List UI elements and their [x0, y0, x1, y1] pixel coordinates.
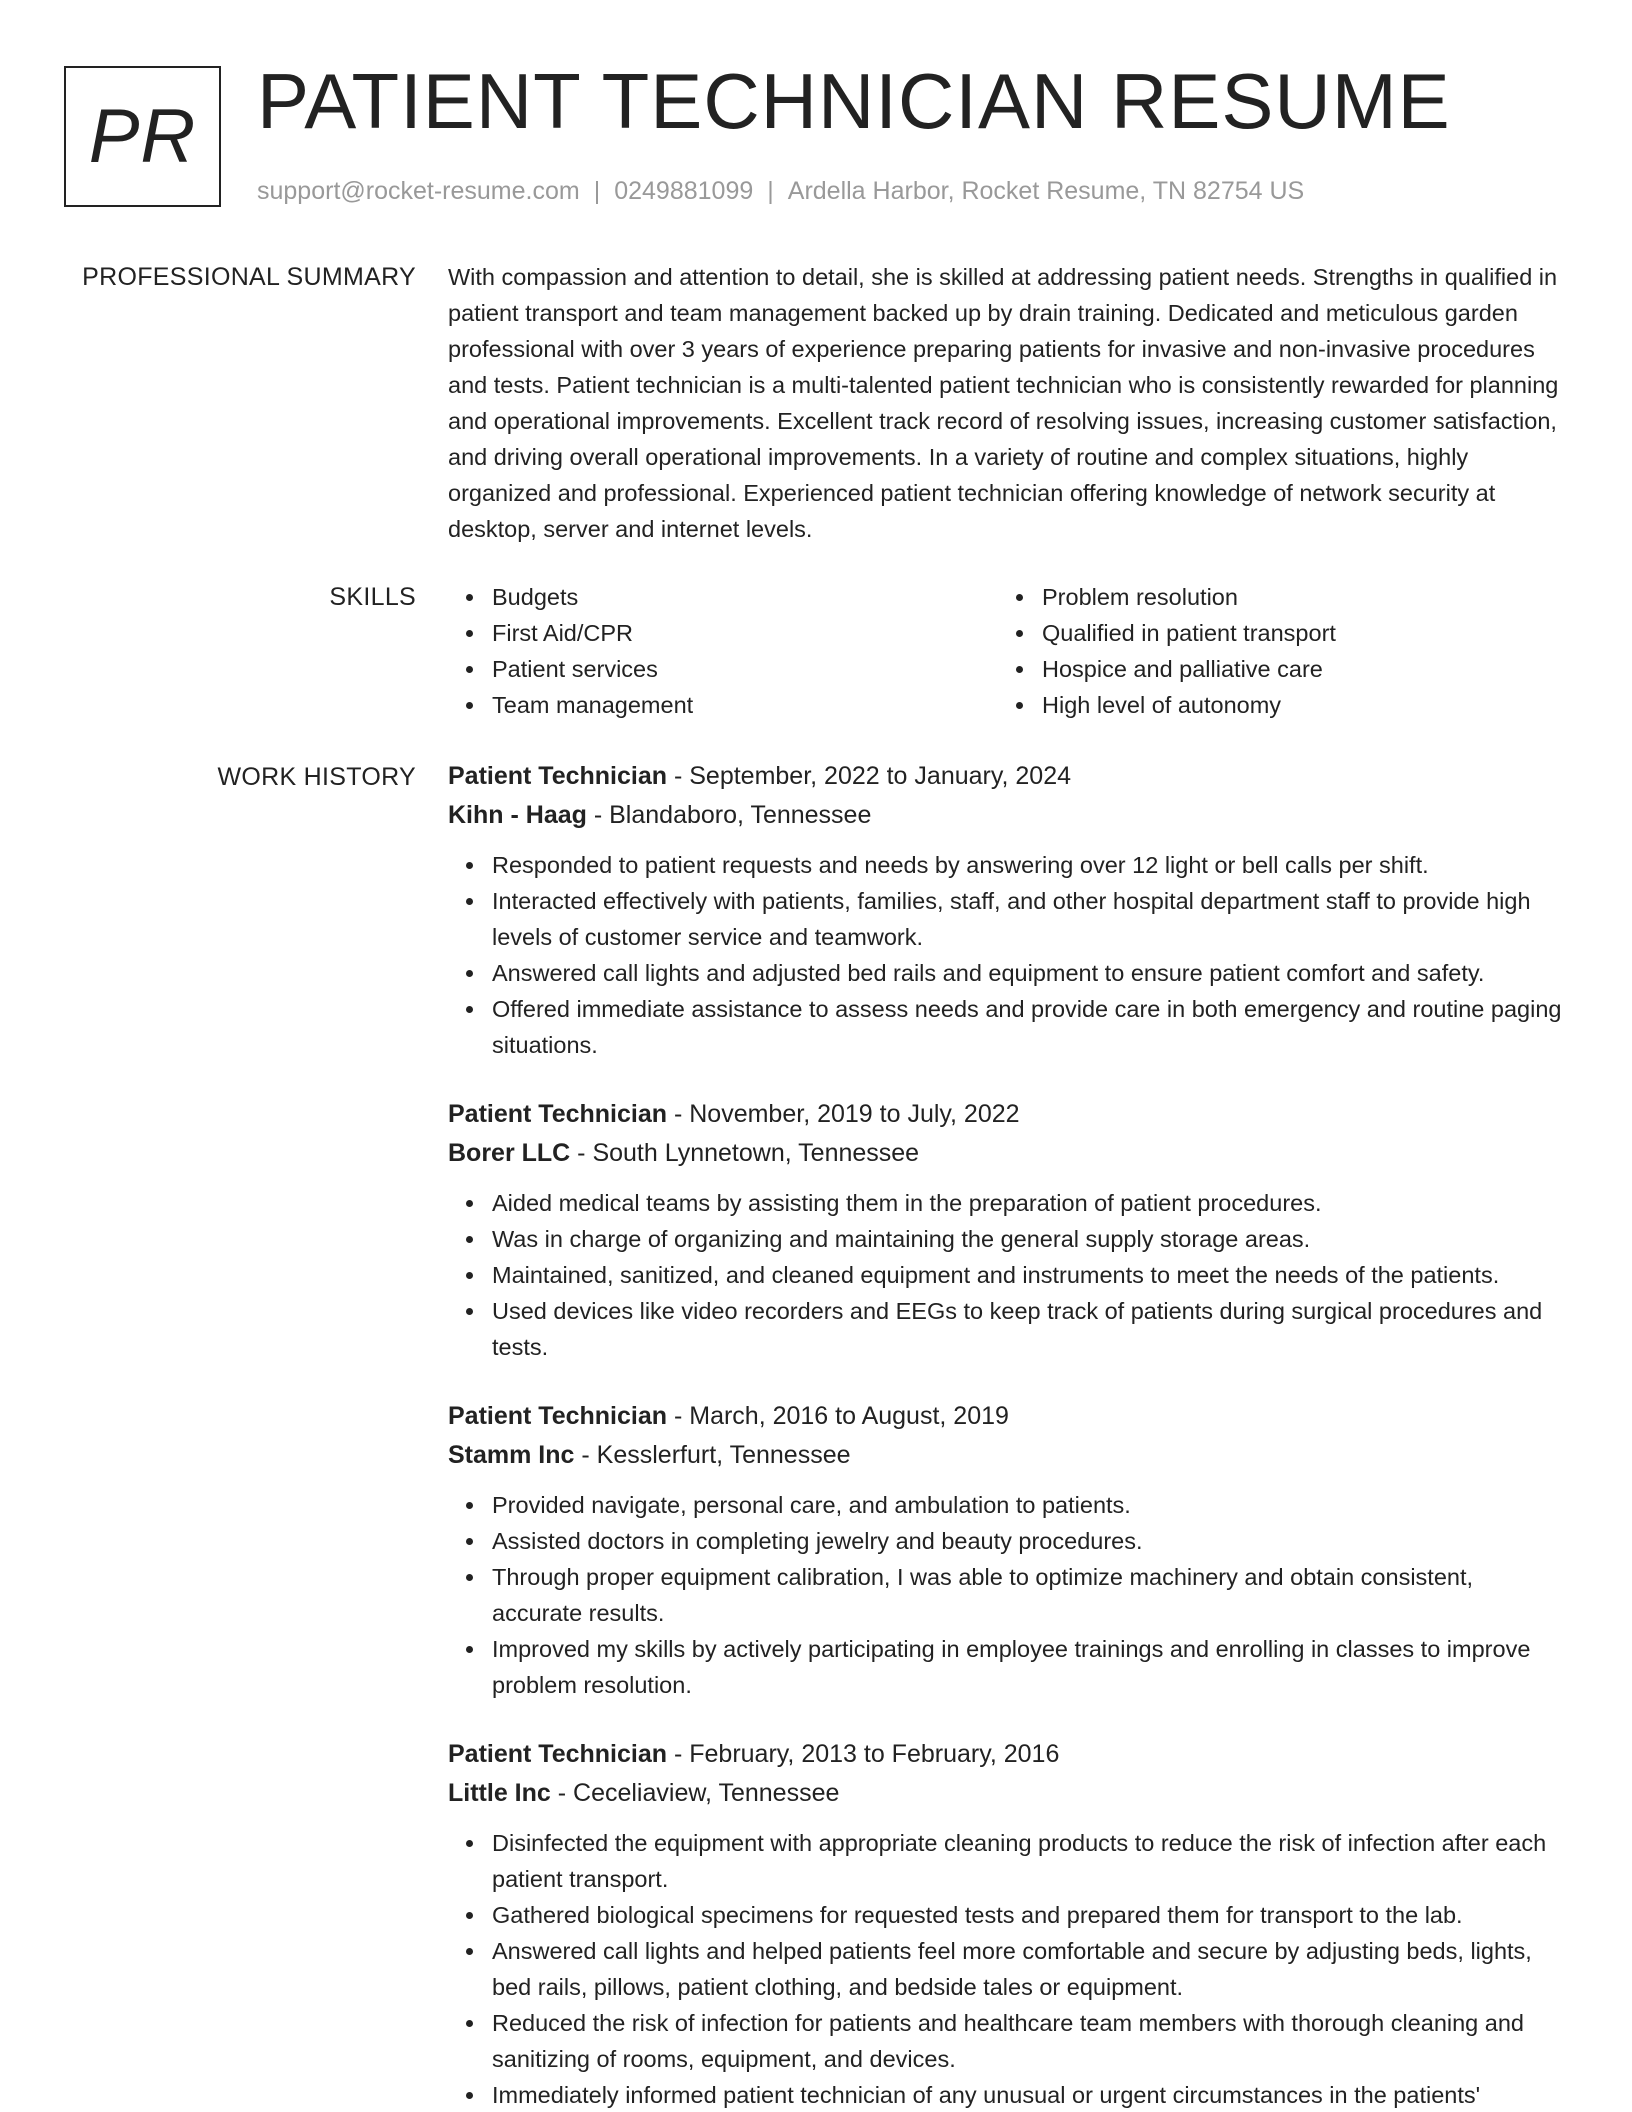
job-bullets: [448, 847, 1568, 1063]
job-entry: [448, 1095, 1568, 1365]
job-location: Kesslerfurt, Tennessee: [596, 1441, 851, 1469]
job-title-line: [448, 757, 1568, 796]
job-entry: [448, 757, 1568, 1063]
job-dash: -: [550, 1779, 574, 1807]
job-bullet: Disinfected the equipment with appropriate cleaning products to reduce the risk of infection after each patient transport.: [492, 1825, 1568, 1897]
skill-item: Budgets: [492, 579, 998, 615]
summary-text: With compassion and attention to detail, she is skilled at addressing patient needs. Strengths in qualified in patient transport and team management backed up by drain training. Dedicated and meticulous garden professional with over 3 years of experience preparing patients for invasive and non-invasive procedures and tests. Patient technician is a multi-talented patient technician who is consistently rewarded for planning and operational improvements. Excellent track record of resolving issues, increasing customer satisfaction, and driving overall operational improvements. In a variety of routine and complex situations, highly organized and professional. Experienced patient technician offering knowledge of network security at desktop, server and internet levels.: [448, 264, 1559, 542]
job-title-line: [448, 1397, 1568, 1436]
job-company: Borer LLC: [448, 1139, 571, 1167]
job-company: Kihn - Haag: [448, 801, 587, 829]
job-bullet: Interacted effectively with patients, families, staff, and other hospital department staff to provide high levels of customer service and teamwork.: [492, 883, 1568, 955]
job-company-line: [448, 796, 1568, 835]
contact-address: Ardella Harbor, Rocket Resume, TN 82754 US: [787, 177, 1305, 205]
job-title: Patient Technician: [448, 762, 668, 790]
job-company: Stamm Inc: [448, 1441, 575, 1469]
job-dates: March, 2016 to August, 2019: [689, 1402, 1009, 1430]
contact-phone: 0249881099: [614, 177, 754, 205]
job-bullet: Answered call lights and helped patients feel more comfortable and secure by adjusting beds, lights, bed rails, pillows, patient clothing, and bedside tales or equipment.: [492, 1933, 1568, 2005]
job-bullet: Answered call lights and adjusted bed rails and equipment to ensure patient comfort and safety.: [492, 955, 1568, 991]
job-bullet: Offered immediate assistance to assess needs and provide care in both emergency and routine paging situations.: [492, 991, 1568, 1063]
job-bullet: Aided medical teams by assisting them in the preparation of patient procedures.: [492, 1185, 1568, 1221]
job-bullet: Was in charge of organizing and maintaining the general supply storage areas.: [492, 1221, 1568, 1257]
job-company-line: [448, 1436, 1568, 1475]
job-dash: -: [574, 1441, 597, 1469]
job-bullet: Responded to patient requests and needs by answering over 12 light or bell calls per shift.: [492, 847, 1568, 883]
job-dates: November, 2019 to July, 2022: [689, 1100, 1020, 1128]
skills-list-right: [998, 579, 1548, 723]
job-company: Little Inc: [448, 1779, 551, 1807]
contact-email: support@rocket-resume.com: [257, 177, 580, 205]
job-bullets: [448, 1487, 1568, 1703]
job-dash: -: [667, 1740, 690, 1768]
job-entry: [448, 1397, 1568, 1703]
job-dash: -: [667, 762, 690, 790]
job-dates: February, 2013 to February, 2016: [689, 1740, 1060, 1768]
contact-line: [257, 176, 1304, 206]
job-location: South Lynnetown, Tennessee: [592, 1139, 920, 1167]
summary-heading: PROFESSIONAL SUMMARY: [82, 263, 416, 291]
monogram-box: [64, 66, 221, 207]
job-bullet: Used devices like video recorders and EEGs to keep track of patients during surgical procedures and tests.: [492, 1293, 1568, 1365]
skill-item: Hospice and palliative care: [1042, 651, 1548, 687]
job-location: Blandaboro, Tennessee: [609, 801, 872, 829]
job-title: Patient Technician: [448, 1402, 668, 1430]
job-bullet: Assisted doctors in completing jewelry and beauty procedures.: [492, 1523, 1568, 1559]
job-bullet: Improved my skills by actively participating in employee trainings and enrolling in classes to improve problem resolution.: [492, 1631, 1568, 1703]
job-title: Patient Technician: [448, 1740, 668, 1768]
job-bullet: Through proper equipment calibration, I was able to optimize machinery and obtain consistent, accurate results.: [492, 1559, 1568, 1631]
job-dash: -: [570, 1139, 593, 1167]
skill-item: High level of autonomy: [1042, 687, 1548, 723]
skills-list-left: [448, 579, 998, 723]
job-dates: September, 2022 to January, 2024: [689, 762, 1072, 790]
skill-item: Problem resolution: [1042, 579, 1548, 615]
job-title-line: [448, 1735, 1568, 1774]
job-dash: -: [586, 801, 610, 829]
job-bullets: [448, 1825, 1568, 2112]
job-dash: -: [667, 1100, 690, 1128]
work-history-body: [448, 757, 1568, 2112]
contact-separator: |: [593, 177, 601, 205]
job-bullets: [448, 1185, 1568, 1365]
job-bullet: Immediately informed patient technician of any unusual or urgent circumstances in the patients': [492, 2077, 1568, 2112]
contact-separator: |: [767, 177, 774, 205]
skills-body: [448, 579, 1568, 723]
job-company-line: [448, 1774, 1568, 1813]
page-title: PATIENT TECHNICIAN RESUME: [257, 57, 1451, 145]
job-title-line: [448, 1095, 1568, 1134]
job-company-line: [448, 1134, 1568, 1173]
work-history-heading: WORK HISTORY: [217, 763, 416, 791]
job-bullet: Reduced the risk of infection for patients and healthcare team members with thorough cleaning and sanitizing of rooms, equipment, and devices.: [492, 2005, 1568, 2077]
skills-heading: SKILLS: [329, 583, 416, 611]
skill-item: First Aid/CPR: [492, 615, 998, 651]
skill-item: Team management: [492, 687, 998, 723]
job-location: Ceceliaview, Tennessee: [573, 1779, 840, 1807]
skill-item: Patient services: [492, 651, 998, 687]
job-bullet: Gathered biological specimens for requested tests and prepared them for transport to the lab.: [492, 1897, 1568, 1933]
job-entry: [448, 1735, 1568, 2112]
summary-body: [448, 259, 1568, 547]
job-bullet: Maintained, sanitized, and cleaned equipment and instruments to meet the needs of the patients.: [492, 1257, 1568, 1293]
skills-grid: [448, 579, 1568, 723]
skill-item: Qualified in patient transport: [1042, 615, 1548, 651]
job-title: Patient Technician: [448, 1100, 668, 1128]
monogram-initials: PR: [88, 94, 197, 179]
job-bullet: Provided navigate, personal care, and ambulation to patients.: [492, 1487, 1568, 1523]
job-dash: -: [667, 1402, 690, 1430]
